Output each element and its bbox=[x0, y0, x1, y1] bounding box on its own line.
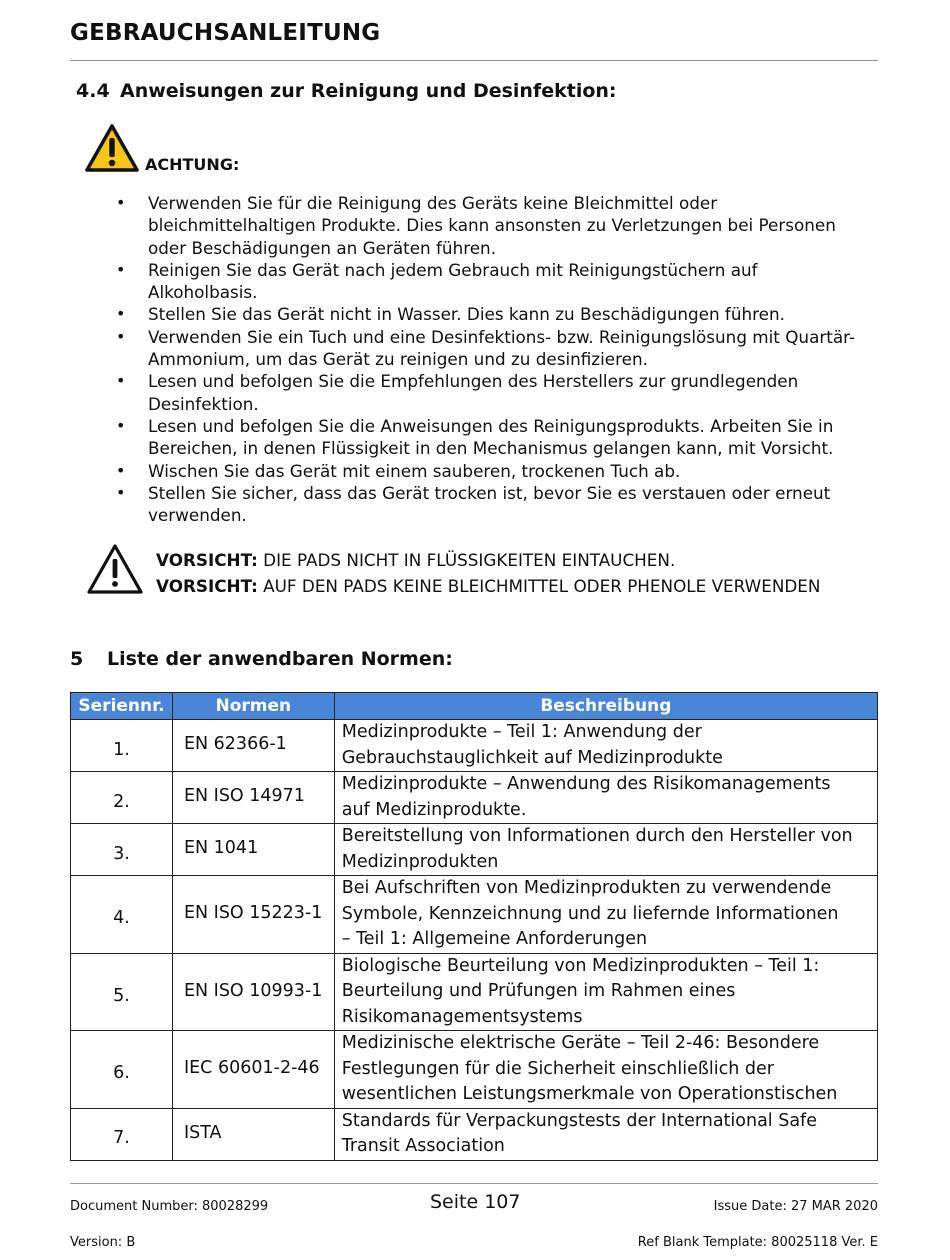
serial-number: 5. bbox=[113, 985, 130, 1006]
norm-cell: EN 1041 bbox=[172, 824, 334, 876]
section-number: 5 bbox=[70, 648, 84, 670]
table-row bbox=[71, 1031, 878, 1109]
list-item: • Stellen Sie sicher, dass das Gerät trocken ist, bevor Sie es verstauen oder erneut verwenden. bbox=[112, 482, 872, 527]
description-cell bbox=[334, 1031, 877, 1109]
caution-text: DIE PADS NICHT IN FLÜSSIGKEITEN EINTAUCHEN. bbox=[257, 550, 676, 570]
caution-triangle-icon bbox=[86, 543, 144, 599]
serial-cell bbox=[71, 1108, 173, 1160]
description-line: wesentlichen Leistungsmerkmale von Operationstischen bbox=[341, 1084, 838, 1104]
serial-cell bbox=[71, 1031, 173, 1109]
description-line: Symbole, Kennzeichnung und zu liefernde Informationen bbox=[341, 903, 839, 924]
description-line: Bereitstellung von Informationen durch den Hersteller von bbox=[341, 826, 853, 846]
column-header: Beschreibung bbox=[334, 693, 877, 720]
serial-cell bbox=[71, 772, 173, 824]
serial-number: 7. bbox=[113, 1128, 130, 1148]
list-item: • Lesen und befolgen Sie die Empfehlungen des Herstellers zur grundlegenden Desinfektion. bbox=[112, 370, 872, 415]
description-line: Festlegungen für die Sicherheit einschließlich der bbox=[341, 1058, 774, 1079]
description-cell bbox=[334, 720, 877, 772]
norm-value: EN ISO 10993-1 bbox=[183, 980, 323, 1001]
description-line: – Teil 1: Allgemeine Anforderungen bbox=[341, 929, 648, 949]
section-title: Liste der anwendbaren Normen: bbox=[107, 648, 453, 670]
description-line: Beurteilung und Prüfungen im Rahmen eines bbox=[341, 981, 736, 1001]
table-row bbox=[71, 953, 878, 1031]
serial-cell bbox=[71, 720, 173, 772]
description-line: Gebrauchstauglichkeit auf Medizinprodukte bbox=[341, 747, 723, 768]
description-cell bbox=[334, 953, 877, 1031]
ref-blank-template: Ref Blank Template: 80025118 Ver. E bbox=[637, 1235, 878, 1250]
description-line: Medizinprodukten bbox=[341, 851, 499, 872]
description-line: Transit Association bbox=[341, 1136, 505, 1156]
cleaning-instructions-list bbox=[112, 192, 872, 526]
norm-value: EN ISO 15223-1 bbox=[183, 903, 323, 923]
section-5-heading bbox=[70, 648, 453, 670]
serial-number: 4. bbox=[113, 908, 130, 929]
norm-cell: ISTA bbox=[172, 1108, 334, 1160]
column-header: Normen bbox=[172, 693, 334, 720]
serial-number: 2. bbox=[113, 791, 130, 812]
version: Version: B bbox=[70, 1235, 136, 1250]
serial-number: 3. bbox=[113, 843, 130, 864]
issue-date: Issue Date: 27 MAR 2020 bbox=[713, 1199, 878, 1214]
description-cell bbox=[334, 772, 877, 824]
list-item: • Stellen Sie das Gerät nicht in Wasser. Dies kann zu Beschädigungen führen. bbox=[112, 303, 872, 325]
caution-line bbox=[156, 573, 820, 599]
list-item: • Reinigen Sie das Gerät nach jedem Gebrauch mit Reinigungstüchern auf Alkoholbasis. bbox=[112, 259, 872, 304]
norm-value: IEC 60601-2-46 bbox=[183, 1058, 320, 1078]
description-line: Biologische Beurteilung von Medizinprodukten – Teil 1: bbox=[341, 955, 820, 976]
table-row bbox=[71, 772, 878, 824]
table-row bbox=[71, 720, 878, 772]
description-line: Bei Aufschriften von Medizinprodukten zu verwendende bbox=[341, 878, 832, 898]
description-line: auf Medizinprodukte. bbox=[341, 799, 527, 820]
list-item: • Lesen und befolgen Sie die Anweisungen des Reinigungsprodukts. Arbeiten Sie in Bereichen, in denen Flüssigkeit in den Mechanismus gelangen kann, mit Vorsicht. bbox=[112, 415, 872, 460]
norm-cell bbox=[172, 1031, 334, 1109]
page-number: Seite 107 bbox=[430, 1191, 521, 1213]
caution-text: AUF DEN PADS KEINE BLEICHMITTEL ODER PHENOLE VERWENDEN bbox=[257, 576, 821, 596]
norm-cell: EN ISO 14971 bbox=[172, 772, 334, 824]
table-row bbox=[71, 1108, 878, 1160]
table-header-row bbox=[71, 693, 878, 720]
list-item: • Verwenden Sie ein Tuch und eine Desinfektions- bzw. Reinigungslösung mit Quartär-Ammonium, um das Gerät zu reinigen und zu desinfizieren. bbox=[112, 326, 872, 371]
serial-number: 1. bbox=[113, 739, 130, 760]
column-header: Seriennr. bbox=[71, 693, 173, 720]
warning-triangle-icon bbox=[84, 123, 140, 173]
warning-label: ACHTUNG: bbox=[145, 155, 240, 174]
document-number: Document Number: 80028299 bbox=[70, 1199, 269, 1214]
description-line: Medizinische elektrische Geräte – Teil 2-46: Besondere bbox=[341, 1033, 820, 1053]
document-title: GEBRAUCHSANLEITUNG bbox=[70, 20, 381, 46]
section-4-4-heading bbox=[76, 80, 617, 102]
serial-cell bbox=[71, 824, 173, 876]
norm-cell: EN 62366-1 bbox=[172, 720, 334, 772]
description-line: Risikomanagementsystems bbox=[341, 1006, 583, 1027]
table-row bbox=[71, 824, 878, 876]
description-line: Medizinprodukte – Anwendung des Risikomanagements bbox=[341, 774, 831, 794]
section-title: Anweisungen zur Reinigung und Desinfektion: bbox=[120, 80, 617, 102]
page-header bbox=[70, 20, 878, 61]
serial-cell bbox=[71, 953, 173, 1031]
table-row bbox=[71, 876, 878, 954]
list-item: • Wischen Sie das Gerät mit einem sauberen, trockenen Tuch ab. bbox=[112, 460, 872, 482]
standards-table bbox=[70, 692, 878, 1161]
caution-label: VORSICHT: bbox=[156, 550, 258, 570]
caution-label: VORSICHT: bbox=[156, 576, 258, 596]
serial-number: 6. bbox=[113, 1063, 130, 1084]
section-number: 4.4 bbox=[76, 80, 110, 102]
caution-notes bbox=[156, 547, 820, 599]
description-line: Medizinprodukte – Teil 1: Anwendung der bbox=[341, 722, 702, 742]
caution-line bbox=[156, 547, 820, 573]
serial-cell bbox=[71, 876, 173, 954]
description-cell bbox=[334, 1108, 877, 1160]
norm-cell bbox=[172, 876, 334, 954]
footer-divider bbox=[70, 1183, 878, 1184]
norm-cell bbox=[172, 953, 334, 1031]
description-line: Standards für Verpackungstests der International Safe bbox=[341, 1110, 817, 1131]
description-cell bbox=[334, 824, 877, 876]
list-item: • Verwenden Sie für die Reinigung des Geräts keine Bleichmittel oder bleichmittelhaltigen Produkte. Dies kann ansonsten zu Verletzungen bei Personen oder Beschädigungen an Geräten führen. bbox=[112, 192, 872, 259]
description-cell bbox=[334, 876, 877, 954]
